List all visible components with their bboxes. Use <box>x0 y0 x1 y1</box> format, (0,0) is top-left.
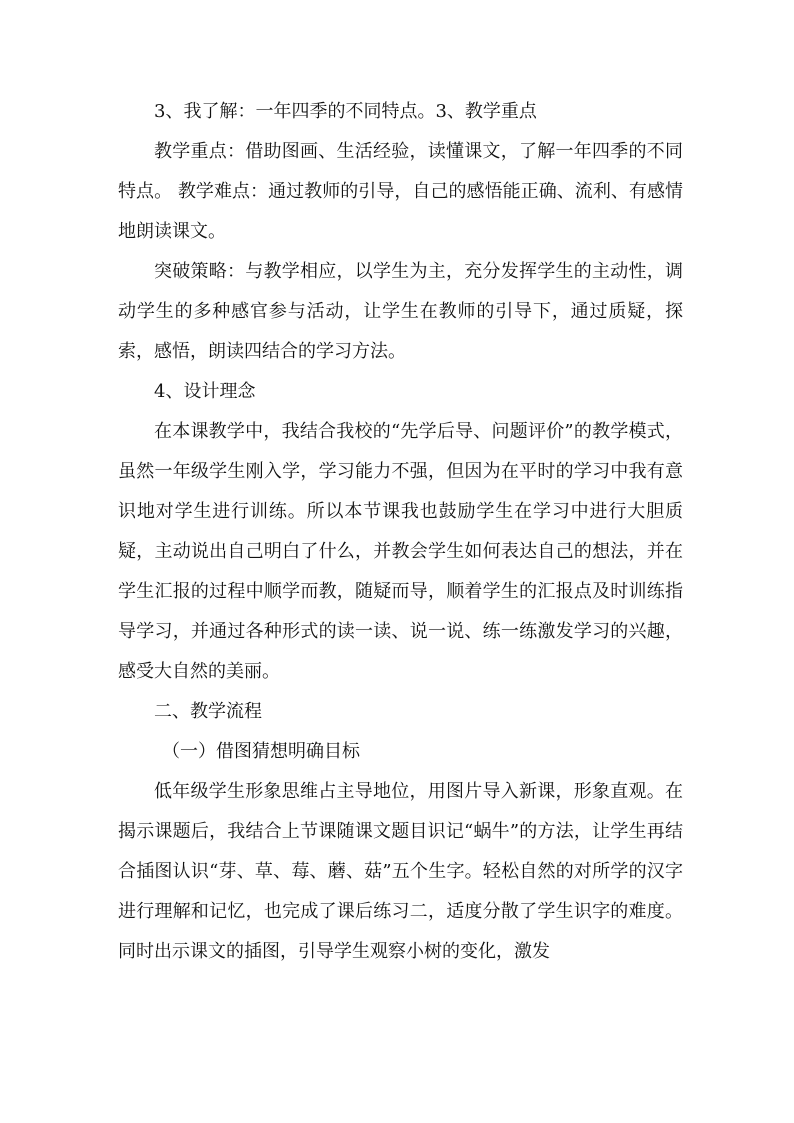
teaching-focus-line: 3、我了解：一年四季的不同特点。3、教学重点 <box>154 101 537 122</box>
section-one-subheading: （一）借图猜想明确目标 <box>162 741 360 762</box>
process-paragraph: 低年级学生形象思维占主导地位，用图片导入新课，形象直观。在揭示课题后，我结合上节课随课文题目识记“蜗牛”的方法，让学生再结合插图认识“芽、草、莓、蘑、菇”五个生字。轻松自然的对所学的汉字进行理解和记忆，也完成了课后练习二，适度分散了学生识字的难度。同时出示课文的插图，引导学生观察小树的变化，激发 <box>118 781 683 962</box>
design-concept-heading: 4、设计理念 <box>154 381 256 402</box>
teaching-process-heading: 二、教学流程 <box>154 701 262 722</box>
design-concept-paragraph: 在本课教学中，我结合我校的“先学后导、问题评价”的教学模式，虽然一年级学生刚入学，学习能力不强，但因为在平时的学习中我有意识地对学生进行训练。所以本节课我也鼓励学生在学习中进行大胆质疑，主动说出自己明白了什么，并教会学生如何表达自己的想法，并在学生汇报的过程中顺学而教，随疑而导，顺着学生的汇报点及时训练指导学习，并通过各种形式的读一读、说一说、练一练激发学习的兴趣，感受大自然的美丽。 <box>118 421 683 682</box>
key-points-paragraph: 教学重点：借助图画、生活经验，读懂课文，了解一年四季的不同特点。 教学难点：通过教师的引导，自己的感悟能正确、流利、有感情地朗读课文。 <box>118 141 683 242</box>
document-page <box>118 92 683 972</box>
strategy-paragraph: 突破策略：与教学相应，以学生为主，充分发挥学生的主动性，调动学生的多种感官参与活动，让学生在教师的引导下，通过质疑，探索，感悟，朗读四结合的学习方法。 <box>118 261 683 362</box>
